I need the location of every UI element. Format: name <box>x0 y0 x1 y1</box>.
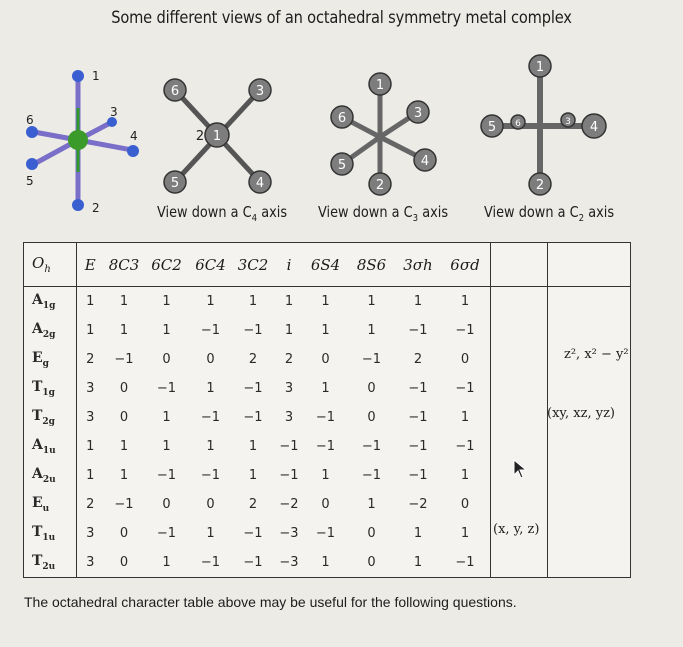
character-value: 3 <box>284 410 294 425</box>
character-value: 0 <box>119 555 129 570</box>
character-value: 1 <box>367 323 376 338</box>
svg-text:3: 3 <box>565 117 571 127</box>
character-value: 3 <box>86 410 95 425</box>
character-value: −1 <box>408 410 428 425</box>
character-value: 1 <box>206 526 215 541</box>
character-value: 1 <box>460 468 470 483</box>
class-header: 6σd <box>440 243 490 287</box>
character-value: −1 <box>200 323 221 338</box>
character-value: 1 <box>162 439 171 454</box>
irrep-label: $E_g$ <box>24 345 76 374</box>
class-header: i <box>274 243 304 287</box>
label-4: 4 <box>130 129 138 143</box>
svg-text:5: 5 <box>170 176 180 191</box>
character-value: 1 <box>119 439 129 454</box>
ligand-6 <box>26 126 38 138</box>
table-row <box>24 461 490 490</box>
irrep-label: $A_{1g}$ <box>24 287 76 317</box>
character-value: 1 <box>413 294 423 309</box>
character-value: 0 <box>321 497 330 512</box>
character-value: 1 <box>248 468 258 483</box>
character-value: 2 <box>248 352 258 367</box>
character-value: 1 <box>206 294 215 309</box>
character-value: 1 <box>321 555 330 570</box>
page-title: Some different views of an octahedral symmetry metal complex <box>111 8 572 28</box>
character-value: 1 <box>86 468 95 483</box>
mouse-cursor-icon <box>513 459 529 479</box>
class-header: 6C4 <box>189 243 232 287</box>
svg-text:6: 6 <box>337 111 347 126</box>
character-value: −1 <box>408 323 428 338</box>
character-value: 0 <box>367 410 376 425</box>
character-value: −1 <box>114 352 134 367</box>
basis-divider <box>490 243 491 577</box>
label-1: 1 <box>92 69 100 83</box>
character-value: −2 <box>279 497 299 512</box>
ligand-1 <box>72 70 84 82</box>
svg-text:1: 1 <box>375 78 385 93</box>
character-value: 1 <box>86 294 95 309</box>
character-value: 1 <box>321 294 330 309</box>
svg-text:1: 1 <box>535 60 545 75</box>
character-value: −1 <box>315 410 336 425</box>
character-value: 1 <box>413 555 423 570</box>
irrep-label: $T_{1g}$ <box>24 374 76 403</box>
character-value: −1 <box>243 410 263 425</box>
svg-text:4: 4 <box>589 120 599 135</box>
svg-text:2: 2 <box>375 178 385 193</box>
character-value: 0 <box>206 352 215 367</box>
irrep-label: $T_{1u}$ <box>24 519 76 548</box>
table-row <box>24 490 490 519</box>
c4-view-caption: View down a $C_4$ axis <box>157 203 288 224</box>
character-value: 0 <box>162 352 171 367</box>
character-value: 1 <box>206 381 215 396</box>
octahedral-model <box>20 60 150 220</box>
character-value: 3 <box>86 555 95 570</box>
character-value: 1 <box>119 323 129 338</box>
character-table-body <box>24 287 490 578</box>
c4-view-figure <box>160 72 280 197</box>
label-6: 6 <box>26 113 34 127</box>
character-value: −1 <box>361 468 382 483</box>
character-value: 2 <box>413 352 423 367</box>
table-row <box>24 519 490 548</box>
character-value: −3 <box>279 555 299 570</box>
character-value: −1 <box>361 352 382 367</box>
ligand-2 <box>72 199 84 211</box>
character-value: −1 <box>455 439 475 454</box>
character-value: −1 <box>243 555 263 570</box>
character-value: 1 <box>86 439 95 454</box>
character-value: −1 <box>455 555 475 570</box>
c3-view-caption: View down a $C_3$ axis <box>318 203 449 224</box>
table-row <box>24 287 490 317</box>
character-value: 0 <box>367 526 376 541</box>
character-value: 2 <box>284 352 294 367</box>
character-value: −1 <box>200 410 221 425</box>
svg-text:6: 6 <box>515 119 521 129</box>
ligand-5 <box>26 158 38 170</box>
table-row <box>24 345 490 374</box>
character-value: 0 <box>206 497 215 512</box>
basis-quadratic-eg: z², x² − y² <box>564 347 629 362</box>
character-value: −1 <box>200 468 221 483</box>
character-value: 1 <box>162 294 171 309</box>
svg-text:6: 6 <box>170 84 180 99</box>
character-value: 1 <box>119 294 129 309</box>
character-value: 3 <box>86 526 95 541</box>
character-value: −1 <box>455 323 475 338</box>
svg-text:4: 4 <box>255 176 265 191</box>
label-5: 5 <box>26 174 34 188</box>
irrep-label: $T_{2g}$ <box>24 403 76 432</box>
class-header: E <box>76 243 104 287</box>
character-value: 1 <box>367 294 376 309</box>
class-header: 6S4 <box>304 243 347 287</box>
character-value: 1 <box>119 468 129 483</box>
irrep-label: $A_{1u}$ <box>24 432 76 461</box>
table-row <box>24 374 490 403</box>
basis-quadratic-t2g: (xy, xz, yz) <box>547 406 615 421</box>
character-table-grid <box>24 243 490 577</box>
table-row <box>24 403 490 432</box>
c3-view-figure <box>320 72 445 197</box>
character-value: −1 <box>408 468 428 483</box>
point-group-label: $O_h$ <box>24 243 76 287</box>
svg-text:1: 1 <box>212 129 222 144</box>
character-value: 0 <box>119 410 129 425</box>
character-value: 2 <box>86 497 95 512</box>
character-value: −2 <box>408 497 428 512</box>
irrep-label: $A_{2u}$ <box>24 461 76 490</box>
character-value: −1 <box>408 439 428 454</box>
character-value: 1 <box>248 439 258 454</box>
character-value: −1 <box>243 526 263 541</box>
character-value: 1 <box>162 323 171 338</box>
class-header-row <box>24 243 490 287</box>
character-value: 0 <box>460 497 470 512</box>
class-header: 8S6 <box>347 243 396 287</box>
character-value: −1 <box>156 526 177 541</box>
c2-view-caption: View down a $C_2$ axis <box>484 203 615 224</box>
character-value: 0 <box>367 381 376 396</box>
character-value: 1 <box>460 526 470 541</box>
svg-text:2: 2 <box>535 178 545 193</box>
character-value: 0 <box>321 352 330 367</box>
character-value: 1 <box>367 497 376 512</box>
character-value: 0 <box>119 381 129 396</box>
character-value: −1 <box>200 555 221 570</box>
character-value: 0 <box>162 497 171 512</box>
svg-text:4: 4 <box>420 154 430 169</box>
character-value: 0 <box>460 352 470 367</box>
character-value: 2 <box>248 497 258 512</box>
footer-note: The octahedral character table above may be useful for the following questions. <box>24 594 517 610</box>
character-value: −1 <box>315 526 336 541</box>
character-value: 1 <box>321 381 330 396</box>
svg-text:5: 5 <box>337 158 347 173</box>
character-value: −1 <box>279 439 299 454</box>
class-header: 3σh <box>396 243 440 287</box>
character-value: 1 <box>162 410 171 425</box>
svg-text:3: 3 <box>255 84 265 99</box>
table-row <box>24 432 490 461</box>
character-table <box>23 242 631 578</box>
character-value: −1 <box>315 439 336 454</box>
character-value: 1 <box>321 323 330 338</box>
character-value: 1 <box>206 439 215 454</box>
basis-linear-t1u: (x, y, z) <box>493 522 540 537</box>
basis-header-rule <box>490 286 630 287</box>
svg-text:5: 5 <box>487 120 497 135</box>
irrep-label: $E_u$ <box>24 490 76 519</box>
class-header: 3C2 <box>232 243 274 287</box>
character-value: 3 <box>284 381 294 396</box>
character-value: 1 <box>284 294 294 309</box>
character-value: 3 <box>86 381 95 396</box>
class-header: 6C2 <box>144 243 189 287</box>
irrep-label: $T_{2u}$ <box>24 548 76 577</box>
character-value: −1 <box>156 381 177 396</box>
character-value: −1 <box>455 381 475 396</box>
c2-view-figure <box>478 52 623 200</box>
character-value: −1 <box>243 381 263 396</box>
character-value: −1 <box>243 323 263 338</box>
label-3: 3 <box>110 105 118 119</box>
character-value: 1 <box>460 410 470 425</box>
table-row <box>24 316 490 345</box>
character-value: −1 <box>279 468 299 483</box>
character-value: 1 <box>460 294 470 309</box>
character-value: 1 <box>248 294 258 309</box>
irrep-label: $A_{2g}$ <box>24 316 76 345</box>
character-value: −3 <box>279 526 299 541</box>
character-value: 1 <box>162 555 171 570</box>
character-value: 1 <box>284 323 294 338</box>
class-header: 8C3 <box>104 243 144 287</box>
table-row <box>24 548 490 577</box>
svg-text:2: 2 <box>195 129 205 144</box>
character-value: −1 <box>408 381 428 396</box>
ligand-4 <box>127 145 139 157</box>
svg-text:3: 3 <box>413 106 423 121</box>
metal-atom <box>68 130 88 150</box>
character-value: −1 <box>361 439 382 454</box>
character-value: 1 <box>86 323 95 338</box>
character-value: 1 <box>321 468 330 483</box>
character-value: −1 <box>156 468 177 483</box>
character-value: 1 <box>413 526 423 541</box>
character-value: 2 <box>86 352 95 367</box>
label-2: 2 <box>92 201 100 215</box>
character-value: 0 <box>367 555 376 570</box>
character-value: −1 <box>114 497 134 512</box>
character-value: 0 <box>119 526 129 541</box>
